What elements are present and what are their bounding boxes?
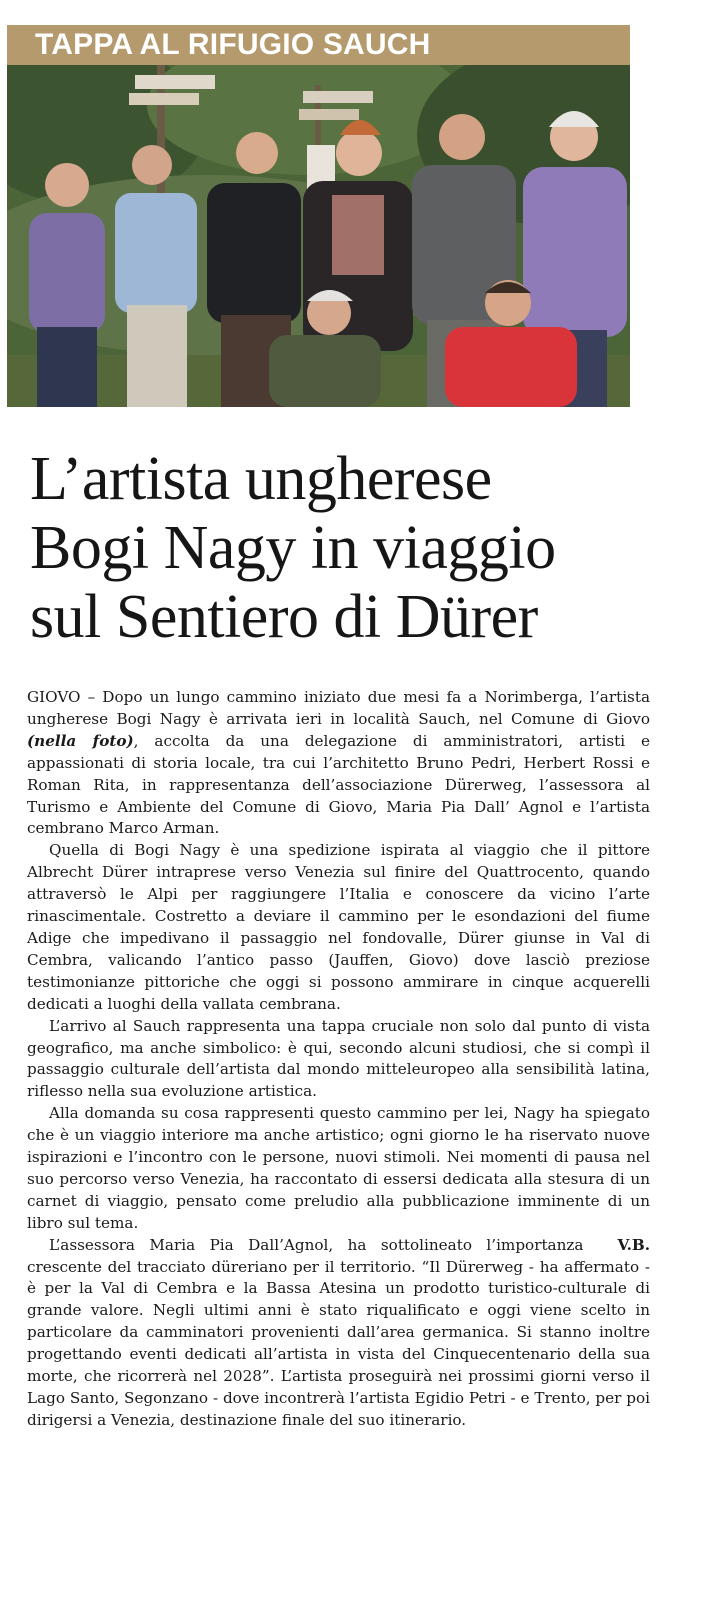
headline-line-2: Bogi Nagy in viaggio	[30, 514, 556, 582]
photo-reference: (nella foto)	[27, 731, 134, 750]
paragraph-4: Alla domanda su cosa rappresenti questo cammino per lei, Nagy ha spiegato che è un viaggio interiore ma anche artistico; ogni giorno le ha riservato nuove ispirazioni e l’incontro con le persone, nuovi stimoli. Nei momenti di pausa nel suo percorso verso Venezia, ha raccontato di essersi dedicata alla stesura di un carnet di viaggio, pensato come preludio alla pubblicazione imminente di un libro sul tema.	[27, 1104, 650, 1232]
paragraph-2: Quella di Bogi Nagy è una spedizione ispirata al viaggio che il pittore Albrecht Dürer intraprese verso Venezia sul finire del Quattrocento, quando attraversò le Alpi per raggiungere l’Italia e conoscere da vicino l’arte rinascimentale. Costretto a deviare il cammino per le esondazioni del fiume Adige che impedivano il passaggio nel fondovalle, Dürer giunse in Val di Cembra, valicando l’antico passo (Jauffen, Giovo) dove lasciò preziose testimonianze pittoriche che oggi si possono ammirare in cinque acquerelli dedicati a luoghi della vallata cembrana.	[27, 841, 650, 1013]
group-photo-illustration	[7, 65, 630, 407]
paragraph-1-start: GIOVO – Dopo un lungo cammino iniziato due mesi fa a Norimberga, l’artista ungherese Bogi Nagy è arrivata ieri in località Sauch, nel Comune di Giovo	[27, 688, 650, 728]
headline-line-3: sul Sentiero di Dürer	[30, 583, 538, 651]
author-signature: V.B.	[617, 1235, 650, 1254]
article-photo	[7, 65, 630, 407]
article-body	[27, 687, 650, 1432]
article-headline	[30, 445, 680, 652]
paragraph-5	[27, 1235, 650, 1432]
paragraph-1	[27, 687, 650, 840]
paragraph-3: L’arrivo al Sauch rappresenta una tappa cruciale non solo dal punto di vista geografico, ma anche simbolico: è qui, secondo alcuni studiosi, che si compì il passaggio culturale dell’artista dal mondo mitteleuropeo alla sensibilità latina, riflesso nella sua evoluzione artistica.	[27, 1016, 650, 1101]
headline-line-1: L’artista ungherese	[30, 445, 492, 513]
paragraph-1-end: , accolta da una delegazione di amministratori, artisti e appassionati di storia locale, tra cui l’architetto Bruno Pedri, Herbert Rossi e Roman Rita, in rappresentanza dell’associazione Dürerweg, l’assessora al Turismo e Ambiente del Comune di Giovo, Maria Pia Dall’ Agnol e l’artista cembrano Marco Arman.	[27, 731, 650, 838]
section-kicker: TAPPA AL RIFUGIO SAUCH	[7, 25, 630, 65]
paragraph-5-text: L’assessora Maria Pia Dall’Agnol, ha sottolineato l’importanza crescente del tracciato düreriano per il territorio. “Il Dürerweg - ha affermato - è per la Val di Cembra e la Bassa Atesina un prodotto turistico-culturale di grande valore. Negli ultimi anni è stato riqualificato e oggi viene scelto in particolare da camminatori provenienti dall’area germanica. Si stanno inoltre progettando eventi dedicati all’artista in vista del Cinquecentenario della sua morte, che ricorrerà nel 2028”. L’artista proseguirà nei prossimi giorni verso il Lago Santo, Segonzano - dove incontrerà l’artista Egidio Petri - e Trento, per poi dirigersi a Venezia, destinazione finale del suo itinerario.	[27, 1235, 650, 1429]
